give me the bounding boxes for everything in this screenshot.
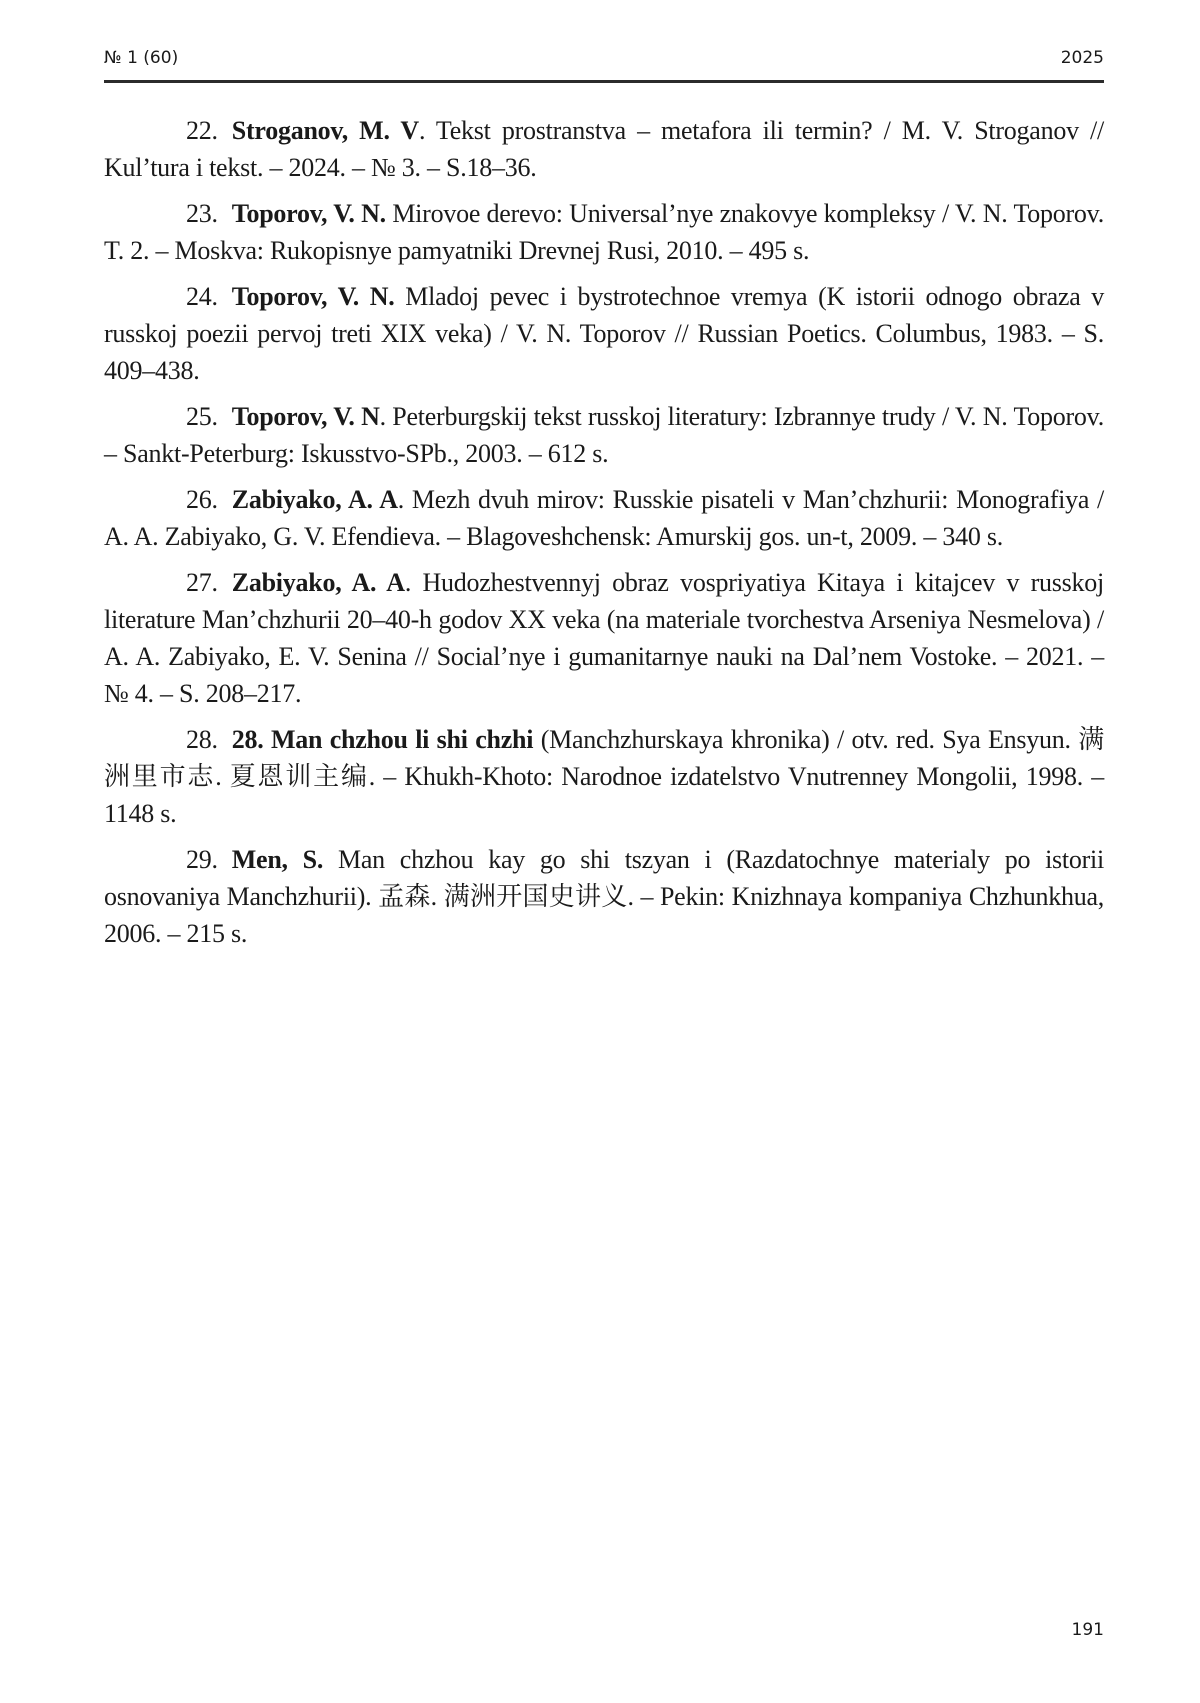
reference-number: 28. [186, 725, 218, 754]
reference-text: . Hudozhestvennyj obraz vospriyatiya Kitaya i kitajcev v russkoj literature Man’chzhurii 20–40-h godov XX veka (na materiale tvorchestva Arseniya Nesmelova) / A. A. Zabiyako, E. V. Senina // Social’nye i gumanitarnye nauki na Dal’nem Vostoke. – 2021. – № 4. – S. 208–217. [104, 568, 1105, 708]
reference-item [104, 841, 1104, 952]
reference-text: . Tekst prostranstva – metafora ili termin? / M. V. Stroganov // Kul’tura i tekst. – 2024. – № 3. – S.18–36. [104, 116, 1104, 182]
reference-number: 25. [186, 402, 218, 431]
reference-text: Man chzhou kay go shi tszyan i (Razdatochnye materialy po istorii osnovaniya Manchzhurii). 孟森. 满洲开国史讲义. – Pekin: Knizhnaya kompaniya Chzhunkhua, 2006. – 215 s. [104, 845, 1104, 948]
reference-author: 28. Man chzhou li shi chzhi [231, 725, 534, 754]
reference-author: Zabiyako, A. A [231, 485, 398, 514]
page-number: 191 [1071, 1620, 1104, 1640]
reference-text: Mirovoe derevo: Universal’nye znakovye kompleksy / V. N. Toporov. T. 2. – Moskva: Rukopisnye pamyatniki Drevnej Rusi, 2010. – 495 s. [104, 199, 1104, 265]
issue-number: № 1 (60) [104, 48, 179, 68]
reference-author: Stroganov, M. V [231, 116, 419, 145]
reference-author: Toporov, V. N. [231, 282, 395, 311]
reference-text: (Manchzhurskaya khronika) / otv. red. Sya Ensyun. 满洲里市志. 夏恩训主编. – Khukh-Khoto: Narodnoe izdatelstvo Vnutrenney Mongolii, 1998. – 1148 s. [104, 725, 1105, 828]
running-header [104, 44, 1104, 83]
reference-number: 23. [186, 199, 218, 228]
reference-item [104, 112, 1104, 186]
reference-number: 27. [186, 568, 218, 597]
reference-item [104, 278, 1104, 389]
reference-item [104, 195, 1104, 269]
reference-list [104, 112, 1104, 961]
reference-author: Toporov, V. N [231, 402, 380, 431]
reference-text: . Mezh dvuh mirov: Russkie pisateli v Man’chzhurii: Monografiya / A. A. Zabiyako, G. V. Efendieva. – Blagoveshchensk: Amurskij gos. un-t, 2009. – 340 s. [104, 485, 1105, 551]
reference-item [104, 481, 1104, 555]
reference-number: 29. [186, 845, 218, 874]
reference-author: Toporov, V. N. [231, 199, 386, 228]
reference-author: Zabiyako, A. A [231, 568, 405, 597]
reference-number: 26. [186, 485, 218, 514]
reference-text: . Peterburgskij tekst russkoj literatury: Izbrannye trudy / V. N. Toporov. – Sankt-Peterburg: Iskusstvo-SPb., 2003. – 612 s. [104, 402, 1104, 468]
reference-author: Men, S. [231, 845, 324, 874]
reference-item [104, 721, 1104, 832]
publication-year: 2025 [1060, 48, 1104, 68]
reference-text: Mladoj pevec i bystrotechnoe vremya (K istorii odnogo obraza v russkoj poezii pervoj treti XIX veka) / V. N. Toporov // Russian Poetics. Columbus, 1983. – S. 409–438. [104, 282, 1104, 385]
reference-item [104, 398, 1104, 472]
reference-item [104, 564, 1104, 712]
reference-number: 24. [186, 282, 218, 311]
reference-number: 22. [186, 116, 218, 145]
